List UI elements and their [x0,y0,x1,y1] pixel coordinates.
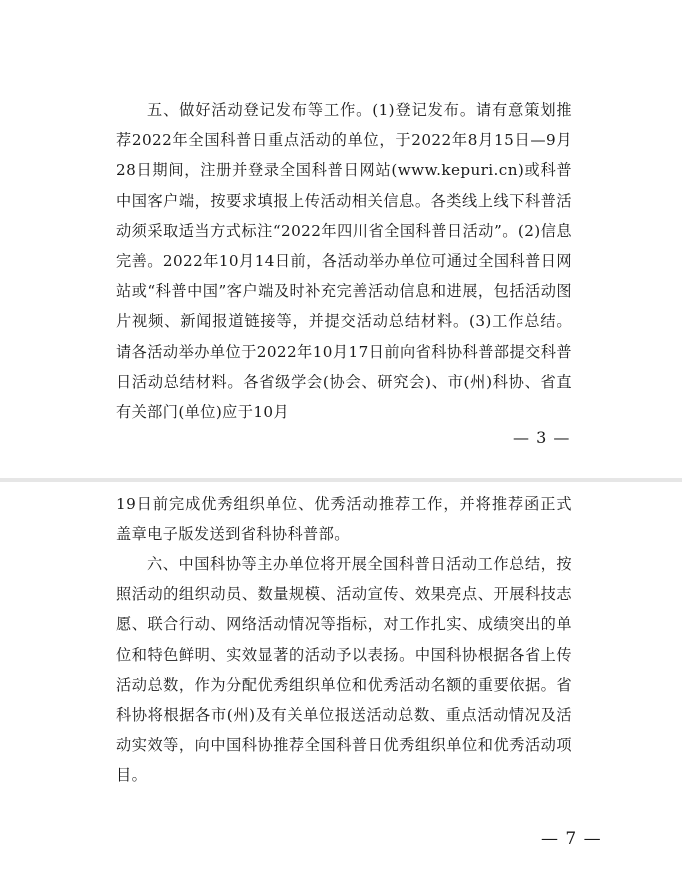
page-number: — 3 — [513,428,571,447]
paragraph-section-six: 六、中国科协等主办单位将开展全国科普日活动工作总结，按照活动的组织动员、数量规模、活动宣传、效果亮点、开展科技志愿、联合行动、网络活动情况等指标，对工作扎实、成绩突出的单位和特色鲜明、实效显著的活动予以表扬。中国科协根据各省上传活动总数，作为分配优秀组织单位和优秀活动名额的重要依据。省科协将根据各市(州)及有关单位报送活动总数、重点活动情况及活动实效等，向中国科协推荐全国科普日优秀组织单位和优秀活动项目。 [116,555,572,785]
page-number: — 7 — [541,829,602,849]
paragraph-section-five: 五、做好活动登记发布等工作。(1)登记发布。请有意策划推荐2022年全国科普日重点活动的单位，于2022年8月15日—9月28日期间，注册并登录全国科普日网站(www.kepuri.cn)或科普中国客户端，按要求填报上传活动相关信息。各类线上线下科普活动须采取适当方式标注“2022年四川省全国科普日活动”。(2)信息完善。2022年10月14日前，各活动举办单位可通过全国科普日网站或“科普中国”客户端及时补充完善活动信息和进展，包括活动图片视频、新闻报道链接等，并提交活动总结材料。(3)工作总结。请各活动举办单位于2022年10月17日前向省科协科普部提交科普日活动总结材料。各省级学会(协会、研究会)、市(州)科协、省直有关部门(单位)应于10月 [116,101,572,422]
document-page-7 [0,482,682,878]
paragraph-continuation: 19日前完成优秀组织单位、优秀活动推荐工作，并将推荐函正式盖章电子版发送到省科协科普部。 [116,495,572,544]
